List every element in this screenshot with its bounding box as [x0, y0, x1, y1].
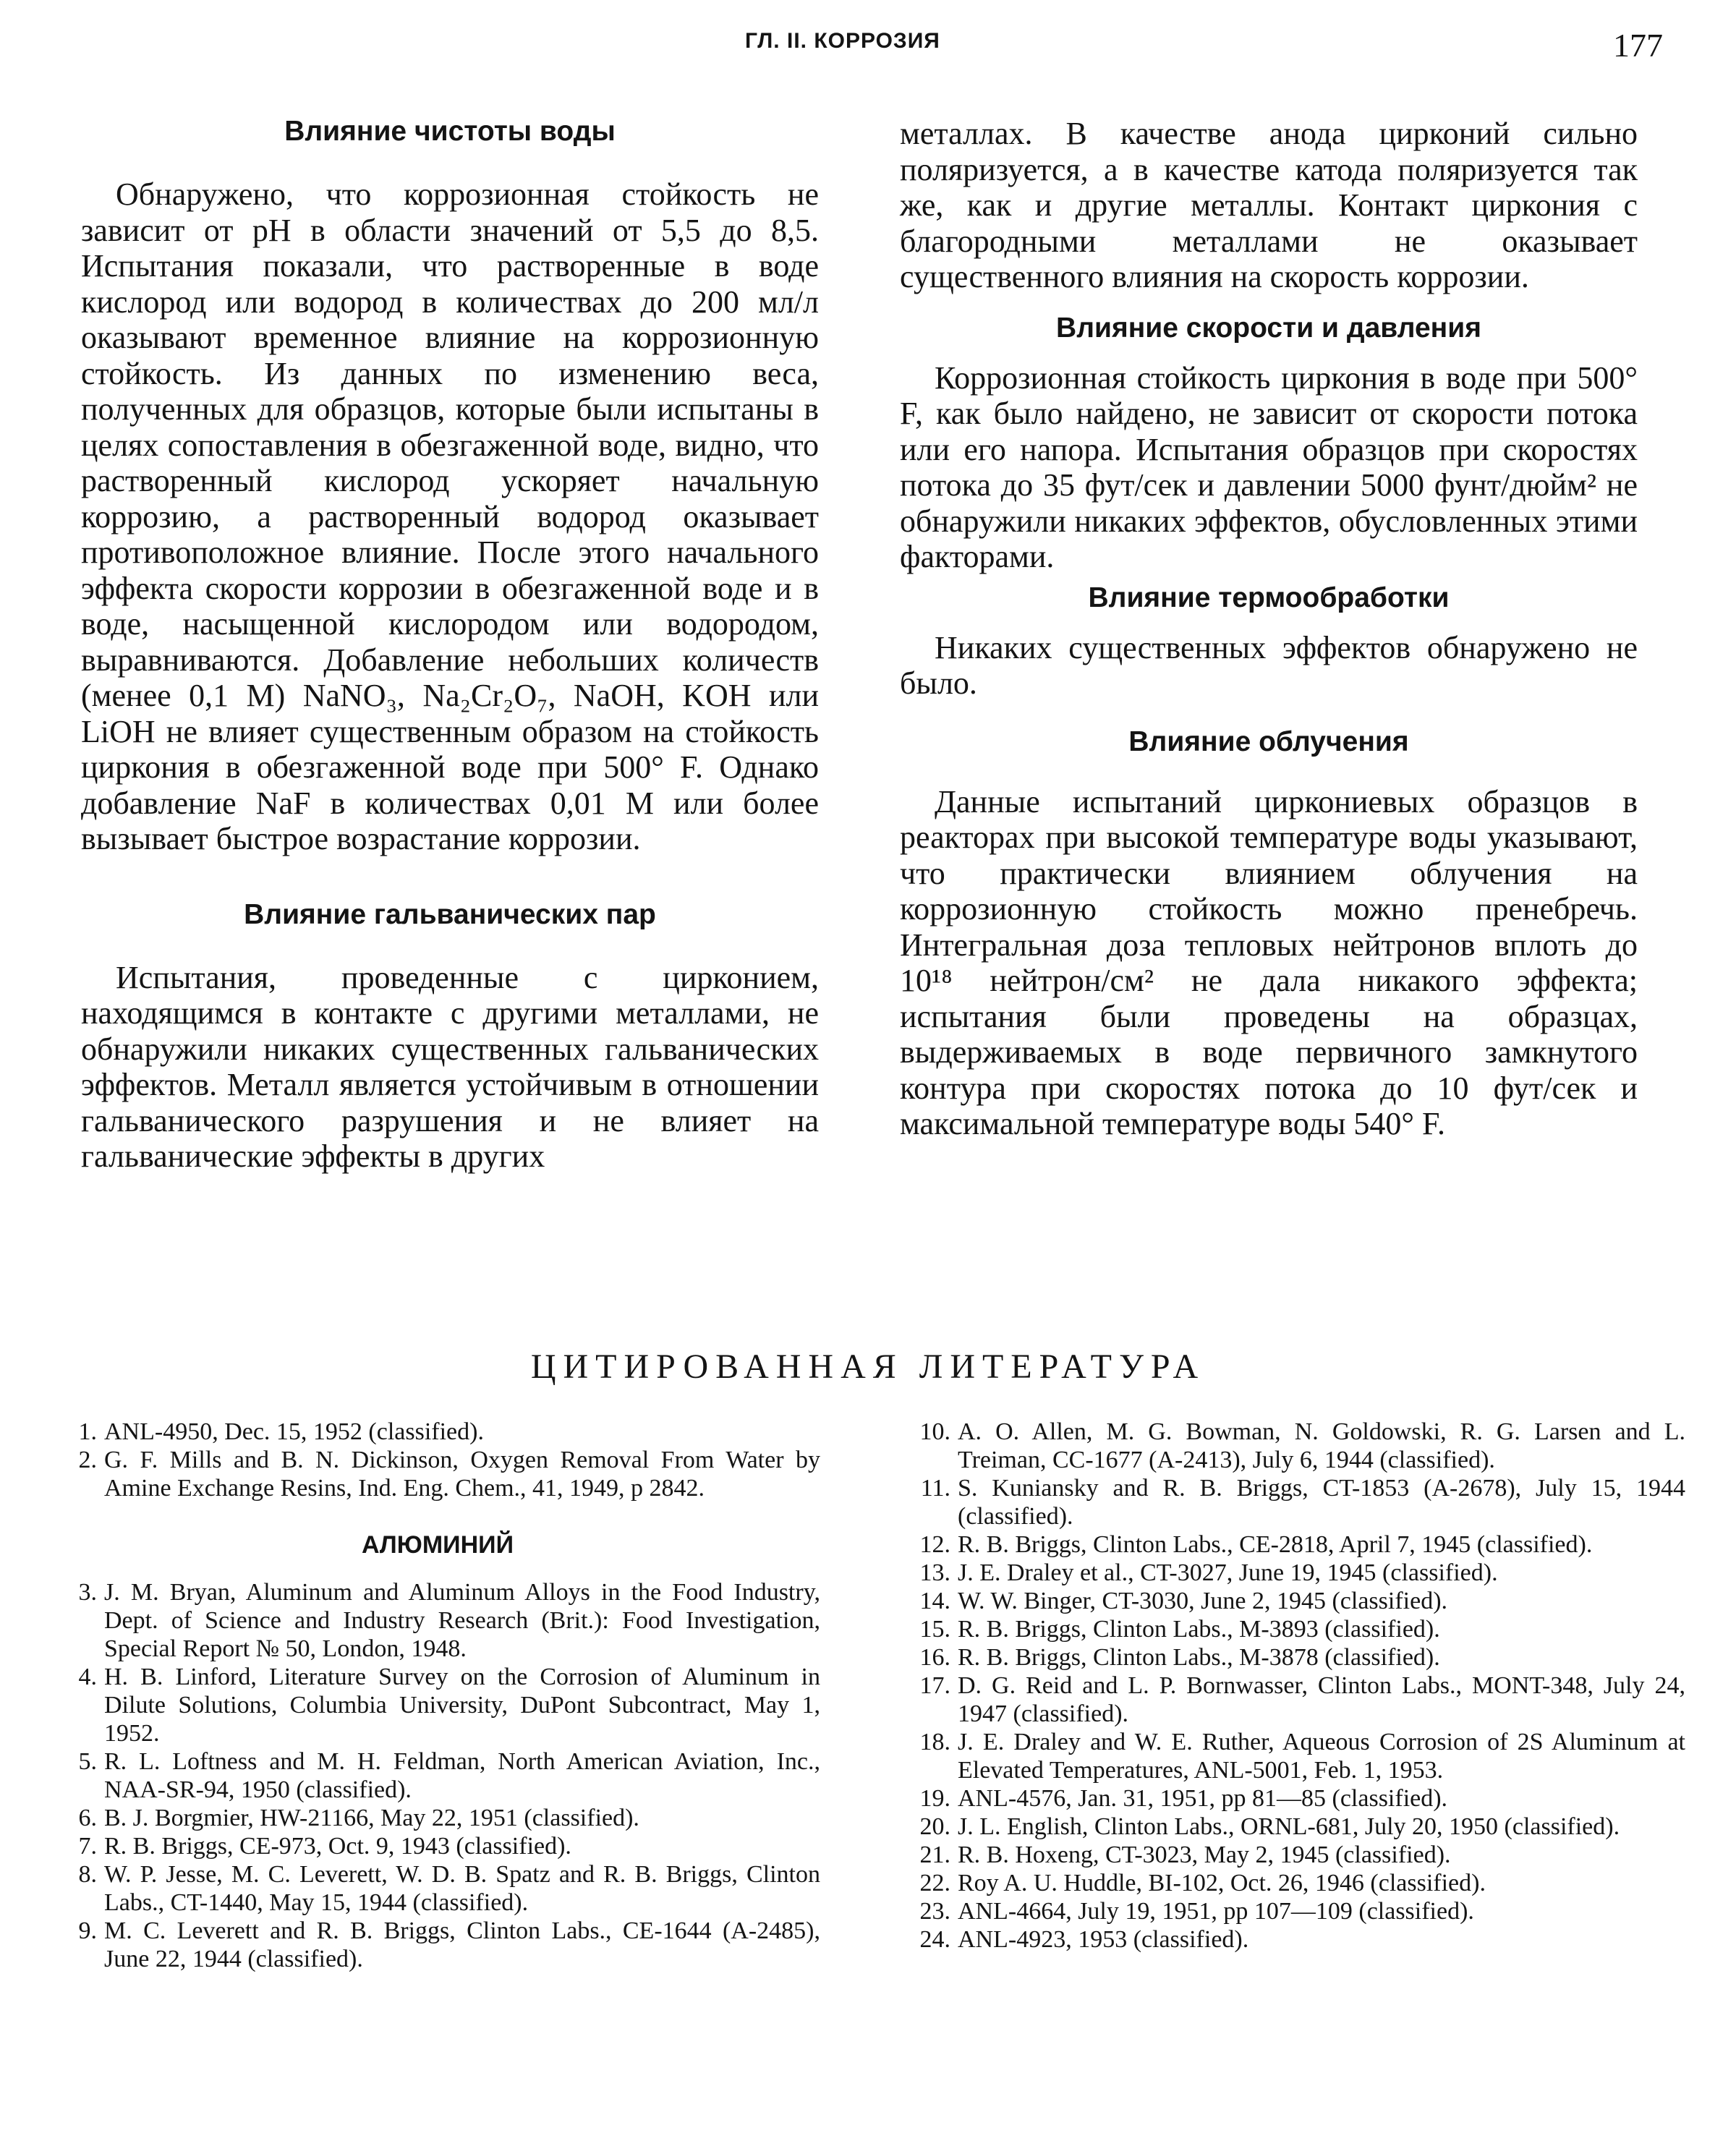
references-left-column	[55, 1418, 820, 1973]
reference-item	[906, 1559, 1685, 1587]
reference-number: 6.	[78, 1805, 97, 1831]
reference-item	[906, 1728, 1685, 1784]
reference-number: 23.	[919, 1898, 950, 1925]
section-paragraph-velocity-pressure: Коррозионная стойкость циркония в воде при 500° F, как было найдено, не зависит от скорости потока или его напора. Испытания образцов при скоростях потока до 35 фут/сек и давлении 5000 фунт/дюйм² не обнаружили никаких эффектов, обусловленных этими факторами.	[900, 359, 1638, 574]
section-paragraph-galvanic: Испытания, проведенные с цирконием, находящимся в контакте с другими металлами, не обнаружили никаких существенных гальванических эффектов. Металл является устойчивым в отношении гальванического разрушения и не влияет на гальванические эффекты в других	[81, 959, 819, 1174]
reference-number: 22.	[919, 1870, 950, 1896]
reference-item	[55, 1917, 820, 1973]
reference-number: 2.	[78, 1447, 97, 1473]
reference-number: 21.	[919, 1841, 950, 1868]
references-subheading-aluminum: АЛЮМИНИЙ	[361, 1531, 514, 1559]
reference-item	[55, 1747, 820, 1804]
reference-number: 1.	[78, 1418, 97, 1445]
references-right-column	[906, 1418, 1685, 1954]
reference-text: G. F. Mills and B. N. Dickinson, Oxygen Removal From Water by Amine Exchange Resins, Ind. Eng. Chem., 41, 1949, p 2842.	[104, 1447, 820, 1502]
reference-text: B. J. Borgmier, HW-21166, May 22, 1951 (classified).	[104, 1805, 639, 1831]
reference-number: 13.	[919, 1559, 950, 1586]
reference-number: 3.	[78, 1579, 97, 1606]
right-text-column	[900, 108, 1638, 1142]
reference-item	[906, 1643, 1685, 1672]
reference-number: 15.	[919, 1616, 950, 1643]
reference-item	[906, 1897, 1685, 1925]
reference-text: J. L. English, Clinton Labs., ORNL-681, July 20, 1950 (classified).	[958, 1813, 1620, 1840]
reference-item	[906, 1784, 1685, 1813]
reference-text: J. E. Draley and W. E. Ruther, Aqueous Corrosion of 2S Aluminum at Elevated Temperatures, ANL-5001, Feb. 1, 1953.	[958, 1729, 1685, 1784]
reference-item	[906, 1841, 1685, 1869]
reference-item	[906, 1615, 1685, 1643]
reference-number: 10.	[919, 1418, 950, 1445]
reference-number: 14.	[919, 1588, 950, 1614]
section-paragraph-galvanic-continued: металлах. В качестве анода цирконий сильно поляризуется, а в качестве катода поляризуется так же, как и другие металлы. Контакт циркония с благородными металлами не оказывает существенного влияния на скорость коррозии.	[900, 116, 1638, 294]
reference-text: D. G. Reid and L. P. Bornwasser, Clinton Labs., MONT-348, July 24, 1947 (classified).	[958, 1672, 1685, 1727]
section-paragraph-water-purity: Обнаружено, что коррозионная стойкость не зависит от pH в области значений от 5,5 до 8,5. Испытания показали, что растворенные в воде кислород или водород в количествах до 200 мл/л оказывают временное влияние на коррозионную стойкость. Из данных по изменению веса, полученных для образцов, которые были испытаны в целях сопоставления в обезгаженной воде, видно, что растворенный кислород ускоряет начальную коррозию, а растворенный водород оказывает противоположное влияние. После этого начального эффекта скорости коррозии в обезгаженной воде и в воде, насыщенной кислородом или водородом, выравниваются. Добавление небольших количеств (менее 0,1 M) NaNO₃, Na₂Cr₂O₇, NaOH, KOH или LiOH не влияет существенным образом на стойкость циркония в обезгаженной воде при 500° F. Однако добавление NaF в количествах 0,01 M или более вызывает быстрое возрастание коррозии.	[81, 176, 819, 856]
reference-text: R. B. Briggs, CE-973, Oct. 9, 1943 (classified).	[104, 1833, 571, 1860]
reference-number: 16.	[919, 1644, 950, 1671]
reference-item	[906, 1474, 1685, 1530]
reference-text: ANL-4664, July 19, 1951, pp 107—109 (classified).	[958, 1898, 1474, 1925]
reference-item	[55, 1418, 820, 1446]
reference-number: 17.	[919, 1672, 950, 1699]
reference-item	[55, 1578, 820, 1663]
running-title: ГЛ. II. КОРРОЗИЯ	[745, 29, 940, 53]
reference-text: Roy A. U. Huddle, BI-102, Oct. 26, 1946 (classified).	[958, 1870, 1486, 1896]
reference-item	[55, 1804, 820, 1832]
references-title: ЦИТИРОВАННАЯ ЛИТЕРАТУРА	[530, 1347, 1206, 1386]
reference-text: S. Kuniansky and R. B. Briggs, CT-1853 (A-2678), July 15, 1944 (classified).	[958, 1475, 1685, 1530]
reference-number: 24.	[919, 1926, 950, 1953]
reference-item	[906, 1587, 1685, 1615]
reference-number: 20.	[919, 1813, 950, 1840]
reference-text: ANL-4576, Jan. 31, 1951, pp 81—85 (classified).	[958, 1785, 1448, 1812]
reference-number: 9.	[78, 1917, 97, 1944]
reference-item	[906, 1925, 1685, 1954]
reference-number: 11.	[920, 1475, 950, 1502]
reference-number: 18.	[919, 1729, 950, 1755]
reference-item	[55, 1663, 820, 1747]
section-paragraph-heat-treatment: Никаких существенных эффектов обнаружено не было.	[900, 629, 1638, 701]
reference-text: W. W. Binger, CT-3030, June 2, 1945 (classified).	[958, 1588, 1448, 1614]
reference-number: 19.	[919, 1785, 950, 1812]
reference-text: J. E. Draley et al., CT-3027, June 19, 1945 (classified).	[958, 1559, 1498, 1586]
left-text-column	[81, 108, 819, 1175]
page-number: 177	[1613, 27, 1663, 64]
reference-item	[906, 1530, 1685, 1559]
reference-text: R. B. Briggs, Clinton Labs., M-3878 (classified).	[958, 1644, 1440, 1671]
reference-text: R. B. Hoxeng, CT-3023, May 2, 1945 (classified).	[958, 1841, 1451, 1868]
reference-item	[906, 1418, 1685, 1474]
reference-item	[55, 1832, 820, 1860]
reference-number: 12.	[919, 1531, 950, 1558]
reference-item	[906, 1813, 1685, 1841]
section-heading-irradiation: Влияние облучения	[1128, 725, 1409, 757]
reference-text: W. P. Jesse, M. C. Leverett, W. D. B. Spatz and R. B. Briggs, Clinton Labs., CT-1440, May 15, 1944 (classified).	[104, 1861, 820, 1916]
reference-number: 7.	[78, 1833, 97, 1860]
section-heading-velocity-pressure: Влияние скорости и давления	[1056, 312, 1481, 344]
reference-item	[906, 1869, 1685, 1897]
reference-text: J. M. Bryan, Aluminum and Aluminum Alloys in the Food Industry, Dept. of Science and Industry Research (Brit.): Food Investigation, Special Report № 50, London, 1948.	[104, 1579, 820, 1662]
reference-number: 8.	[78, 1861, 97, 1888]
section-heading-heat-treatment: Влияние термообработки	[1088, 582, 1450, 613]
reference-text: ANL-4923, 1953 (classified).	[958, 1926, 1249, 1953]
reference-item	[906, 1672, 1685, 1728]
reference-text: R. B. Briggs, Clinton Labs., M-3893 (classified).	[958, 1616, 1440, 1643]
reference-item	[55, 1860, 820, 1917]
reference-text: R. L. Loftness and M. H. Feldman, North American Aviation, Inc., NAA-SR-94, 1950 (classified).	[104, 1748, 820, 1803]
section-paragraph-irradiation: Данные испытаний циркониевых образцов в реакторах при высокой температуре воды указывают, что практически влиянием облучения на коррозионную стойкость можно пренебречь. Интегральная доза тепловых нейтронов вплоть до 10¹⁸ нейтрон/см² не дала никакого эффекта; испытания были проведены на образцах, выдерживаемых в воде первичного замкнутого контура при скоростях потока до 10 фут/сек и максимальной температуре воды 540° F.	[900, 783, 1638, 1141]
reference-text: M. C. Leverett and R. B. Briggs, Clinton Labs., CE-1644 (A-2485), June 22, 1944 (classified).	[104, 1917, 820, 1972]
reference-number: 4.	[78, 1664, 97, 1690]
section-heading-galvanic: Влияние гальванических пар	[244, 898, 656, 930]
reference-item	[55, 1446, 820, 1502]
section-heading-water-purity: Влияние чистоты воды	[284, 116, 616, 147]
reference-text: R. B. Briggs, Clinton Labs., CE-2818, April 7, 1945 (classified).	[958, 1531, 1593, 1558]
reference-text: A. O. Allen, M. G. Bowman, N. Goldowski, R. G. Larsen and L. Treiman, CC-1677 (A-2413), July 6, 1944 (classified).	[958, 1418, 1685, 1473]
reference-text: ANL-4950, Dec. 15, 1952 (classified).	[104, 1418, 484, 1445]
reference-number: 5.	[78, 1748, 97, 1775]
reference-text: H. B. Linford, Literature Survey on the Corrosion of Aluminum in Dilute Solutions, Columbia University, DuPont Subcontract, May 1, 1952.	[104, 1664, 820, 1747]
